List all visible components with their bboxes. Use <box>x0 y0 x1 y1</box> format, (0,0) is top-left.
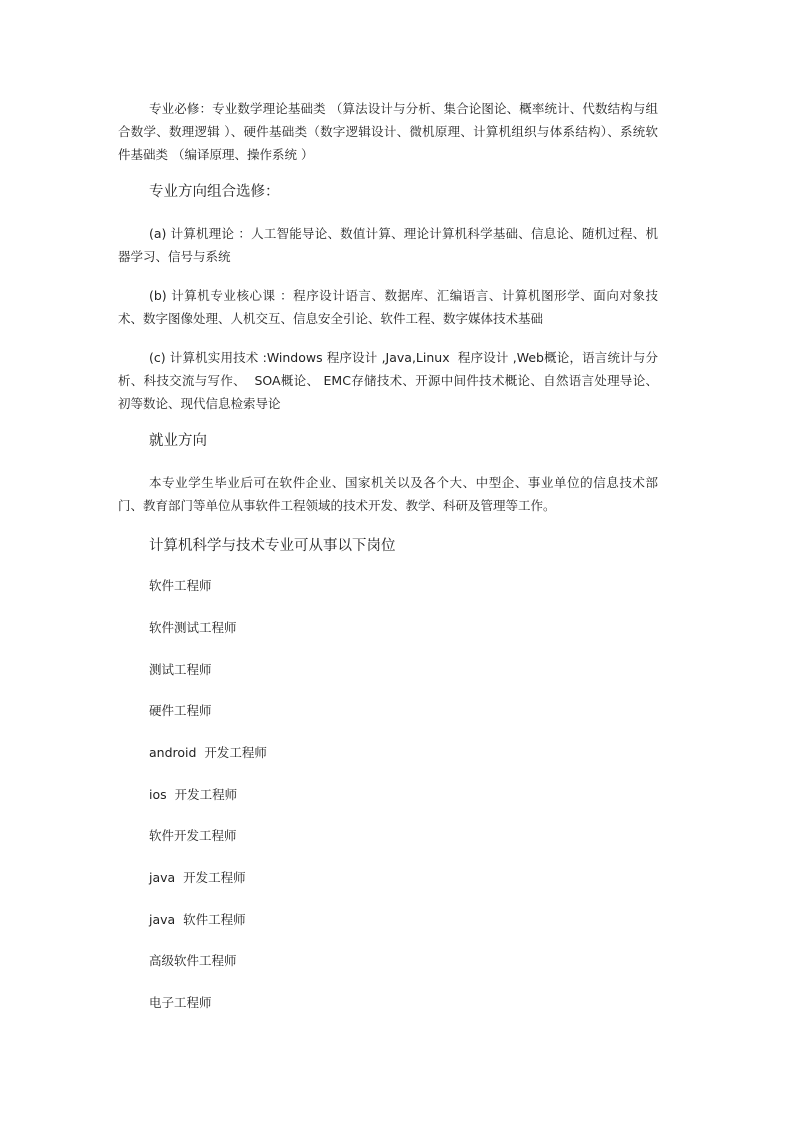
job-item: 硬件工程师 <box>149 703 212 718</box>
job-item: 软件测试工程师 <box>149 620 237 635</box>
job-item: android 开发工程师 <box>149 745 267 760</box>
job-item: 测试工程师 <box>149 662 212 677</box>
job-item: 电子工程师 <box>149 995 212 1010</box>
career-heading: 就业方向 <box>149 433 207 449</box>
job-item: ios 开发工程师 <box>149 787 238 802</box>
job-item: java 软件工程师 <box>149 912 246 927</box>
job-item: 软件开发工程师 <box>149 828 237 843</box>
elective-b-paragraph: (b) 计算机专业核心课 ：程序设计语言、数据库、汇编语言、计算机图形学、面向对象技术、数字图像处理、人机交互、信息安全引论、软件工程、数字媒体技术基础 <box>118 288 658 326</box>
elective-a-paragraph: (a) 计算机理论 ：人工智能导论、数值计算、理论计算机科学基础、信息论、随机过程、机器学习、信号与系统 <box>118 226 658 264</box>
job-item: 高级软件工程师 <box>149 953 237 968</box>
jobs-heading: 计算机科学与技术专业可从事以下岗位 <box>149 538 396 554</box>
job-item: java 开发工程师 <box>149 870 246 885</box>
required-courses-paragraph: 专业必修：专业数学理论基础类 （算法设计与分析、集合论图论、概率统计、代数结构与组合数学、数理逻辑 ）、硬件基础类（数字逻辑设计、微机原理、计算机组织与体系结构）、系统软件基础类 （编译原理、操作系统 ） <box>118 101 658 162</box>
elective-c-paragraph: (c) 计算机实用技术 :Windows 程序设计 ,Java,Linux 程序设计 ,Web概论，语言统计与分析、科技交流与写作、 SOA概论、 EMC存储技术、开源中间件技术概论、自然语言处理导论、初等数论、现代信息检索导论 <box>118 350 658 411</box>
career-paragraph: 本专业学生毕业后可在软件企业、国家机关以及各个大、中型企、事业单位的信息技术部门、教育部门等单位从事软件工程领域的技术开发、教学、科研及管理等工作。 <box>118 475 658 513</box>
elective-heading: 专业方向组合选修： <box>149 184 280 200</box>
job-item: 软件工程师 <box>149 578 212 593</box>
